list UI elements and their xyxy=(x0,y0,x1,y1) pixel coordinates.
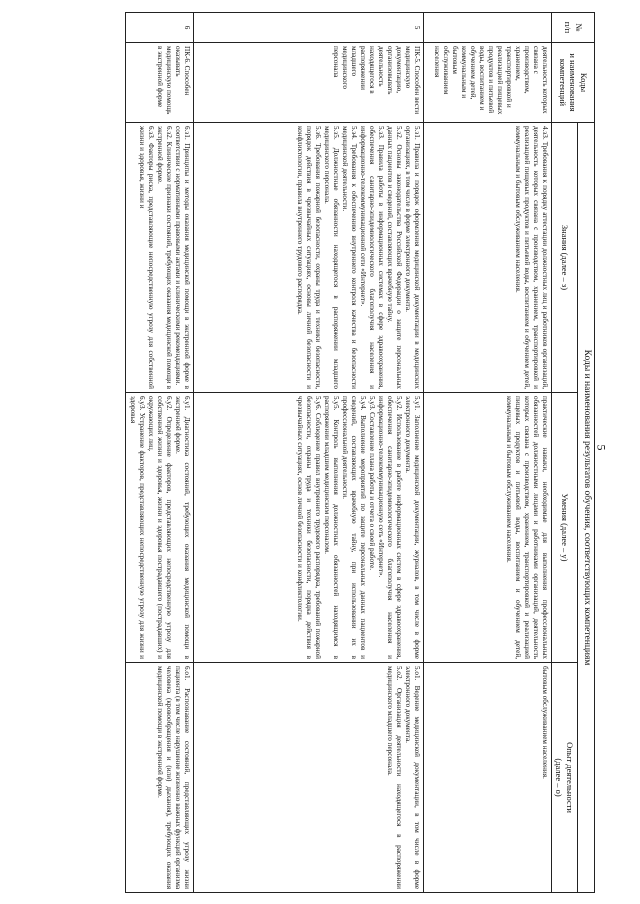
header-num: № п/п xyxy=(551,13,594,43)
competence-cell: ПК-6. Способен оказывать медицинскую помощь в экстренной форме xyxy=(125,43,193,123)
skills-cell: практические навыки, необходимые для выполнения профессиональных обязанностей должностными лицами и работниками организаций, деятельность которых связана с производством, хранением, транспортировкой и реализацией пищевых продуктов и питьевой воды, воспитанием и обучением детей, коммунальным и бытовым обслуживанием населения. xyxy=(423,393,551,663)
competence-cell: деятельность которых связана с производством, хранением, транспортировкой и реализацией пищевых продуктов и питьевой воды, воспитанием и обучением детей, коммунальным и бытовым обслуживанием населения xyxy=(423,43,551,123)
row-number: 6 xyxy=(125,13,193,43)
knowledge-cell: 5.з1. Правила и порядок оформления медицинской документации в медицинских организациях, в том числе в форме электронного документа. 5.з2. Основы законодательства Российской Федерации о защите персональных данных пациентов и сведений, составляющих врачебную тайну. 5.з3. Правила работы в информационных системах в сфере здравоохранения, обеспечения санитарно-эпидемиологического благополучия населения и информационно-телекоммуникационной сети «Интернет». 5.з4. Требования к обеспечению внутреннего контроля качества и безопасности медицинской деятельности. 5.з5. Должностные обязанности находящегося в распоряжении младшего медицинского персонала. 5.з6. Требования пожарной безопасности, охраны труда и техники безопасности, порядок действия в чрезвычайных ситуациях, основы личной безопасности и конфликтологии, правила внутреннего трудового распорядка. xyxy=(193,123,423,393)
table-row xyxy=(125,13,193,893)
rotated-page xyxy=(47,2,595,902)
table-row xyxy=(423,13,551,893)
header-experience: Опыт деятельности (далее – о) xyxy=(551,663,577,893)
competence-cell: ПК-5. Способен вести медицинскую документацию, организовывать деятельность находящегося в распоряжении младшего медицинского персонала xyxy=(193,43,423,123)
header-knowledge: Знания (далее – з) xyxy=(551,123,577,393)
knowledge-cell: 6.з1. Принципы и методы оказания медицинской помощи в экстренной форме в соответствии с нормативными правовыми актами и клиническими рекомендациями. 6.з2. Клинические признаки состояний, требующих оказания медицинской помощи в экстренной форме. 6.з3. Факторы риска, представляющие непосредственную угрозу для собственной жизни и здоровья, жизни и xyxy=(125,123,193,393)
table-row xyxy=(193,13,423,893)
competence-table xyxy=(125,12,595,893)
header-results-group: Коды и наименования результатов обучения, соответствующих компетенциям xyxy=(578,123,595,893)
page-number: 5 xyxy=(594,444,609,451)
row-number xyxy=(423,13,551,43)
experience-cell: 6.о1. Распознавание состояний, представляющих угрозу жизни пациента (в том числе нарушение жизненно важных функций организма человека (кровообращения и (или) дыхания), требующих оказания медицинской помощи в экстренной форме. xyxy=(125,663,193,893)
row-number: 5 xyxy=(193,13,423,43)
skills-cell: 6.у1. Диагностика состояний, требующих оказания медицинской помощи в экстренной форме. 6.у2. Определение факторов, представляющих непосредственную угрозу для собственной жизни и здоровья, жизни и здоровья пострадавшего (пострадавших) и окружающих лиц. 6.у3. Устранение факторов, представляющих непосредственную угрозу для жизни и здоровья xyxy=(125,393,193,663)
experience-cell: 5.о1. Ведение медицинской документации, в том числе в форме электронного документа. 5.о2. Организация деятельности находящегося в распоряжении медицинского младшего персонала. xyxy=(193,663,423,893)
knowledge-cell: 4.з3. Требования к порядку аттестации должностных лиц и работников организаций, деятельность которых связана с производством, хранением, транспортировкой и реализацией пищевых продуктов и питьевой воды, воспитанием и обучением детей, коммунальным и бытовым обслуживанием населения. xyxy=(423,123,551,393)
header-skills: Умения (далее – у) xyxy=(551,393,577,663)
header-competence: Коды и наименования компетенций xyxy=(551,43,594,123)
skills-cell: 5.у1. Заполнение медицинской документации, журналов, в том числе в форме электронного документа. 5.у2. Использование в работе информационных систем в сфере здравоохранения, обеспечения санитарно-эпидемиологического благополучия населения и информационно-телекоммуникационную сеть «Интернет». 5.у3. Составление плана работы и отчета о своей работе. 5.у4. Выполнение мероприятий по защите персональных данных пациентов и сведений, составляющих врачебную тайну, при использовании их в профессиональной деятельности. 5.у5. Контроль выполнения должностных обязанностей находящимся в распоряжении младшим медицинским персоналом. 5.у6. Соблюдение правил внутреннего трудового распорядка, требований пожарной безопасности, охраны труда и техники безопасности, порядка действия в чрезвычайных ситуациях, основ личной безопасности и конфликтологии. xyxy=(193,393,423,663)
experience-cell: бытовым обслуживанием населения. xyxy=(423,663,551,893)
